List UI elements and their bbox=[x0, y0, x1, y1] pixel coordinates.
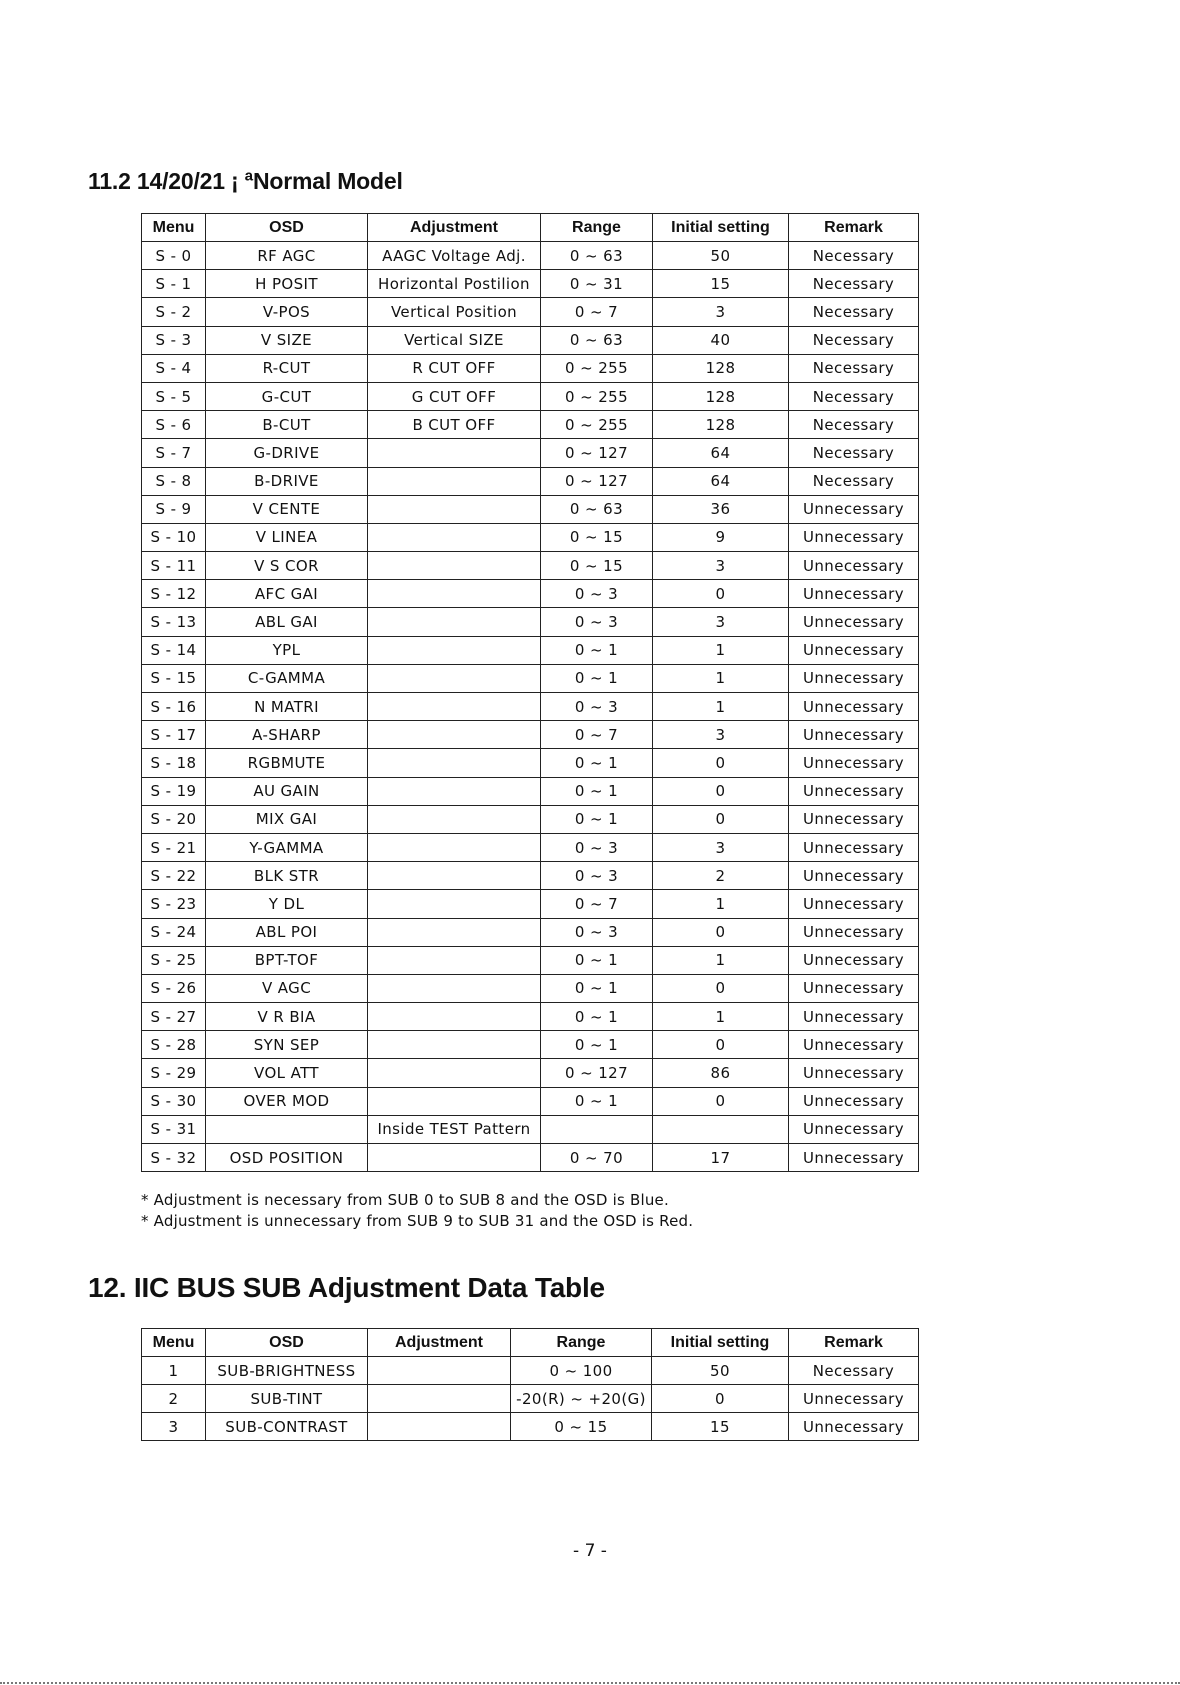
cell-menu: S - 5 bbox=[142, 382, 206, 410]
cell-range: 0 ~ 127 bbox=[541, 467, 653, 495]
cell-menu: S - 4 bbox=[142, 354, 206, 382]
cell-adjustment bbox=[368, 918, 541, 946]
table-row bbox=[142, 974, 919, 1002]
cell-adjustment bbox=[368, 777, 541, 805]
cell-range: 0 ~ 3 bbox=[541, 580, 653, 608]
cell-osd: SUB-BRIGHTNESS bbox=[206, 1357, 368, 1385]
table-row bbox=[142, 608, 919, 636]
cell-range: 0 ~ 100 bbox=[511, 1357, 652, 1385]
table-row bbox=[142, 580, 919, 608]
cell-menu: 2 bbox=[142, 1385, 206, 1413]
cell-remark: Unnecessary bbox=[789, 1059, 919, 1087]
cell-range: 0 ~ 1 bbox=[541, 805, 653, 833]
cell-osd: AU GAIN bbox=[206, 777, 368, 805]
cell-osd: C-GAMMA bbox=[206, 664, 368, 692]
table-row bbox=[142, 467, 919, 495]
cell-initial-setting: 3 bbox=[653, 833, 789, 861]
cell-remark: Unnecessary bbox=[789, 1115, 919, 1143]
cell-osd: V R BIA bbox=[206, 1003, 368, 1031]
cell-range: 0 ~ 1 bbox=[541, 946, 653, 974]
column-header-adjustment: Adjustment bbox=[368, 1329, 511, 1357]
cell-remark: Necessary bbox=[789, 242, 919, 270]
cell-initial-setting: 3 bbox=[653, 298, 789, 326]
cell-osd: V AGC bbox=[206, 974, 368, 1002]
cell-initial-setting: 17 bbox=[653, 1144, 789, 1172]
cell-initial-setting: 0 bbox=[653, 805, 789, 833]
table-row bbox=[142, 664, 919, 692]
table-row bbox=[142, 805, 919, 833]
cell-osd: AFC GAI bbox=[206, 580, 368, 608]
cell-remark: Unnecessary bbox=[789, 580, 919, 608]
cell-adjustment bbox=[368, 890, 541, 918]
footnote-unnecessary: * Adjustment is unnecessary from SUB 9 to SUB 31 and the OSD is Red. bbox=[141, 1212, 694, 1230]
cell-range: 0 ~ 3 bbox=[541, 608, 653, 636]
cell-range: 0 ~ 7 bbox=[541, 298, 653, 326]
cell-range: 0 ~ 255 bbox=[541, 354, 653, 382]
table-row bbox=[142, 1059, 919, 1087]
cell-adjustment bbox=[368, 1357, 511, 1385]
cell-range: 0 ~ 15 bbox=[541, 523, 653, 551]
cell-menu: S - 0 bbox=[142, 242, 206, 270]
section-heading-normal-model: 11.2 14/20/21 ¡ ªNormal Model bbox=[88, 168, 403, 194]
column-header-menu: Menu bbox=[142, 1329, 206, 1357]
cell-adjustment bbox=[368, 439, 541, 467]
cell-remark: Unnecessary bbox=[789, 1385, 919, 1413]
cell-adjustment bbox=[368, 1003, 541, 1031]
cell-initial-setting: 1 bbox=[653, 664, 789, 692]
cell-menu: S - 25 bbox=[142, 946, 206, 974]
cell-remark: Unnecessary bbox=[789, 805, 919, 833]
cell-remark: Unnecessary bbox=[789, 552, 919, 580]
cell-initial-setting: 3 bbox=[653, 721, 789, 749]
cell-osd: OSD POSITION bbox=[206, 1144, 368, 1172]
cell-osd: R-CUT bbox=[206, 354, 368, 382]
table-row bbox=[142, 693, 919, 721]
header-row bbox=[142, 1329, 919, 1357]
cell-osd: VOL ATT bbox=[206, 1059, 368, 1087]
cell-remark: Unnecessary bbox=[789, 523, 919, 551]
cell-menu: S - 24 bbox=[142, 918, 206, 946]
cell-initial-setting: 0 bbox=[653, 918, 789, 946]
table-row bbox=[142, 326, 919, 354]
cell-remark: Unnecessary bbox=[789, 890, 919, 918]
cell-osd: V SIZE bbox=[206, 326, 368, 354]
cell-remark: Necessary bbox=[789, 411, 919, 439]
cell-initial-setting: 0 bbox=[653, 974, 789, 1002]
cell-menu: S - 11 bbox=[142, 552, 206, 580]
iic-sub-table-header bbox=[142, 1329, 919, 1357]
cell-adjustment bbox=[368, 1413, 511, 1441]
table-row bbox=[142, 1144, 919, 1172]
cell-initial-setting: 36 bbox=[653, 495, 789, 523]
cell-adjustment: Horizontal Postilion bbox=[368, 270, 541, 298]
cell-initial-setting: 86 bbox=[653, 1059, 789, 1087]
table-row bbox=[142, 862, 919, 890]
cell-range: 0 ~ 15 bbox=[511, 1413, 652, 1441]
cell-remark: Necessary bbox=[789, 354, 919, 382]
header-row bbox=[142, 214, 919, 242]
cell-initial-setting: 128 bbox=[653, 411, 789, 439]
cell-osd: ABL GAI bbox=[206, 608, 368, 636]
cell-initial-setting: 1 bbox=[653, 693, 789, 721]
cell-initial-setting: 15 bbox=[653, 270, 789, 298]
cell-adjustment: Inside TEST Pattern bbox=[368, 1115, 541, 1143]
cell-initial-setting: 40 bbox=[653, 326, 789, 354]
cell-menu: 3 bbox=[142, 1413, 206, 1441]
cell-adjustment bbox=[368, 862, 541, 890]
cell-remark: Necessary bbox=[789, 298, 919, 326]
cell-menu: S - 1 bbox=[142, 270, 206, 298]
footnote-necessary: * Adjustment is necessary from SUB 0 to SUB 8 and the OSD is Blue. bbox=[141, 1191, 669, 1209]
cell-adjustment bbox=[368, 1031, 541, 1059]
column-header-initial-setting: Initial setting bbox=[653, 214, 789, 242]
cell-remark: Unnecessary bbox=[789, 693, 919, 721]
section-heading-iic-bus: 12. IIC BUS SUB Adjustment Data Table bbox=[88, 1272, 605, 1303]
table-row bbox=[142, 1115, 919, 1143]
table-row bbox=[142, 833, 919, 861]
cell-adjustment bbox=[368, 721, 541, 749]
cell-adjustment: Vertical Position bbox=[368, 298, 541, 326]
table-row bbox=[142, 354, 919, 382]
cell-initial-setting: 50 bbox=[653, 242, 789, 270]
cell-remark: Unnecessary bbox=[789, 1031, 919, 1059]
cell-adjustment: G CUT OFF bbox=[368, 382, 541, 410]
cell-range: 0 ~ 3 bbox=[541, 862, 653, 890]
cell-remark: Unnecessary bbox=[789, 664, 919, 692]
cell-osd: BLK STR bbox=[206, 862, 368, 890]
cell-osd: A-SHARP bbox=[206, 721, 368, 749]
cell-menu: S - 12 bbox=[142, 580, 206, 608]
cell-remark: Unnecessary bbox=[789, 946, 919, 974]
cell-initial-setting: 1 bbox=[653, 1003, 789, 1031]
table-row bbox=[142, 411, 919, 439]
cell-osd: SYN SEP bbox=[206, 1031, 368, 1059]
cell-initial-setting: 9 bbox=[653, 523, 789, 551]
cell-initial-setting: 64 bbox=[653, 439, 789, 467]
cell-menu: S - 29 bbox=[142, 1059, 206, 1087]
cell-remark: Necessary bbox=[789, 382, 919, 410]
cell-osd: OVER MOD bbox=[206, 1087, 368, 1115]
cell-menu: S - 18 bbox=[142, 749, 206, 777]
cell-initial-setting: 0 bbox=[653, 580, 789, 608]
cell-range: 0 ~ 1 bbox=[541, 777, 653, 805]
table-row bbox=[142, 636, 919, 664]
cell-menu: S - 26 bbox=[142, 974, 206, 1002]
cell-remark: Unnecessary bbox=[789, 636, 919, 664]
cell-menu: S - 16 bbox=[142, 693, 206, 721]
cell-adjustment bbox=[368, 974, 541, 1002]
cell-adjustment bbox=[368, 523, 541, 551]
table-row bbox=[142, 298, 919, 326]
column-header-range: Range bbox=[511, 1329, 652, 1357]
cell-osd: N MATRI bbox=[206, 693, 368, 721]
cell-remark: Unnecessary bbox=[789, 495, 919, 523]
page-number: - 7 - bbox=[573, 1541, 607, 1561]
cell-menu: S - 22 bbox=[142, 862, 206, 890]
table-row bbox=[142, 749, 919, 777]
cell-range: 0 ~ 1 bbox=[541, 664, 653, 692]
cell-remark: Unnecessary bbox=[789, 721, 919, 749]
cell-adjustment: Vertical SIZE bbox=[368, 326, 541, 354]
cell-initial-setting: 0 bbox=[653, 749, 789, 777]
table-row bbox=[142, 382, 919, 410]
adjustment-table-header bbox=[142, 214, 919, 242]
cell-adjustment bbox=[368, 608, 541, 636]
adjustment-table bbox=[141, 213, 919, 1172]
cell-osd: RF AGC bbox=[206, 242, 368, 270]
cell-remark: Unnecessary bbox=[789, 1003, 919, 1031]
table-row bbox=[142, 523, 919, 551]
cell-range: 0 ~ 255 bbox=[541, 411, 653, 439]
cell-adjustment bbox=[368, 636, 541, 664]
cell-osd: B-CUT bbox=[206, 411, 368, 439]
cell-initial-setting: 0 bbox=[653, 777, 789, 805]
footnotes bbox=[141, 1190, 693, 1232]
table-row bbox=[142, 242, 919, 270]
cell-remark: Unnecessary bbox=[789, 1087, 919, 1115]
cell-adjustment: R CUT OFF bbox=[368, 354, 541, 382]
cell-menu: S - 8 bbox=[142, 467, 206, 495]
cell-menu: S - 9 bbox=[142, 495, 206, 523]
cell-adjustment bbox=[368, 467, 541, 495]
cell-menu: S - 15 bbox=[142, 664, 206, 692]
cell-initial-setting bbox=[653, 1115, 789, 1143]
cell-range: 0 ~ 7 bbox=[541, 721, 653, 749]
cell-menu: S - 21 bbox=[142, 833, 206, 861]
cell-remark: Unnecessary bbox=[789, 1144, 919, 1172]
column-header-initial-setting: Initial setting bbox=[652, 1329, 789, 1357]
cell-menu: S - 31 bbox=[142, 1115, 206, 1143]
cell-adjustment bbox=[368, 805, 541, 833]
cell-remark: Unnecessary bbox=[789, 918, 919, 946]
table-row bbox=[142, 890, 919, 918]
cell-osd: Y-GAMMA bbox=[206, 833, 368, 861]
cell-osd: YPL bbox=[206, 636, 368, 664]
cell-menu: S - 14 bbox=[142, 636, 206, 664]
cell-initial-setting: 64 bbox=[653, 467, 789, 495]
cell-range: 0 ~ 127 bbox=[541, 1059, 653, 1087]
cell-initial-setting: 0 bbox=[652, 1385, 789, 1413]
cell-osd: V LINEA bbox=[206, 523, 368, 551]
cell-adjustment bbox=[368, 693, 541, 721]
cell-osd: ABL POI bbox=[206, 918, 368, 946]
cell-adjustment bbox=[368, 1385, 511, 1413]
table-row bbox=[142, 721, 919, 749]
cell-range: 0 ~ 1 bbox=[541, 1003, 653, 1031]
adjustment-table-body bbox=[142, 242, 919, 1172]
table-row bbox=[142, 439, 919, 467]
cell-range: 0 ~ 63 bbox=[541, 242, 653, 270]
cell-initial-setting: 128 bbox=[653, 354, 789, 382]
cell-adjustment bbox=[368, 749, 541, 777]
cell-osd: BPT-TOF bbox=[206, 946, 368, 974]
cell-initial-setting: 3 bbox=[653, 552, 789, 580]
cell-adjustment bbox=[368, 833, 541, 861]
iic-sub-table-body bbox=[142, 1357, 919, 1441]
cell-remark: Necessary bbox=[789, 439, 919, 467]
column-header-remark: Remark bbox=[789, 1329, 919, 1357]
cell-menu: 1 bbox=[142, 1357, 206, 1385]
cell-menu: S - 13 bbox=[142, 608, 206, 636]
column-header-menu: Menu bbox=[142, 214, 206, 242]
cell-osd: Y DL bbox=[206, 890, 368, 918]
table-row bbox=[142, 1003, 919, 1031]
cell-range: 0 ~ 127 bbox=[541, 439, 653, 467]
column-header-osd: OSD bbox=[206, 1329, 368, 1357]
cell-range: 0 ~ 70 bbox=[541, 1144, 653, 1172]
cell-initial-setting: 1 bbox=[653, 946, 789, 974]
cell-adjustment bbox=[368, 1087, 541, 1115]
cell-remark: Necessary bbox=[789, 467, 919, 495]
bottom-divider bbox=[0, 1682, 1180, 1684]
cell-osd: V S COR bbox=[206, 552, 368, 580]
table-row bbox=[142, 495, 919, 523]
cell-range: -20(R) ~ +20(G) bbox=[511, 1385, 652, 1413]
cell-initial-setting: 2 bbox=[653, 862, 789, 890]
cell-menu: S - 3 bbox=[142, 326, 206, 354]
column-header-adjustment: Adjustment bbox=[368, 214, 541, 242]
cell-initial-setting: 15 bbox=[652, 1413, 789, 1441]
cell-initial-setting: 0 bbox=[653, 1031, 789, 1059]
cell-range: 0 ~ 3 bbox=[541, 918, 653, 946]
cell-remark: Necessary bbox=[789, 270, 919, 298]
cell-range: 0 ~ 31 bbox=[541, 270, 653, 298]
cell-osd: SUB-CONTRAST bbox=[206, 1413, 368, 1441]
cell-range: 0 ~ 1 bbox=[541, 1031, 653, 1059]
cell-menu: S - 7 bbox=[142, 439, 206, 467]
cell-osd: RGBMUTE bbox=[206, 749, 368, 777]
cell-initial-setting: 128 bbox=[653, 382, 789, 410]
cell-menu: S - 2 bbox=[142, 298, 206, 326]
table-row bbox=[142, 1413, 919, 1441]
cell-remark: Unnecessary bbox=[789, 749, 919, 777]
cell-remark: Unnecessary bbox=[789, 833, 919, 861]
cell-menu: S - 10 bbox=[142, 523, 206, 551]
cell-menu: S - 17 bbox=[142, 721, 206, 749]
cell-osd: MIX GAI bbox=[206, 805, 368, 833]
table-row bbox=[142, 946, 919, 974]
cell-initial-setting: 1 bbox=[653, 636, 789, 664]
cell-remark: Unnecessary bbox=[789, 974, 919, 1002]
cell-menu: S - 6 bbox=[142, 411, 206, 439]
cell-adjustment bbox=[368, 552, 541, 580]
table-row bbox=[142, 1357, 919, 1385]
iic-sub-table bbox=[141, 1328, 919, 1441]
cell-osd: B-DRIVE bbox=[206, 467, 368, 495]
cell-menu: S - 27 bbox=[142, 1003, 206, 1031]
table-row bbox=[142, 270, 919, 298]
cell-adjustment bbox=[368, 1059, 541, 1087]
cell-initial-setting: 3 bbox=[653, 608, 789, 636]
table-row bbox=[142, 777, 919, 805]
cell-menu: S - 28 bbox=[142, 1031, 206, 1059]
table-row bbox=[142, 1385, 919, 1413]
cell-range: 0 ~ 7 bbox=[541, 890, 653, 918]
cell-adjustment: B CUT OFF bbox=[368, 411, 541, 439]
cell-osd: V CENTE bbox=[206, 495, 368, 523]
cell-adjustment bbox=[368, 946, 541, 974]
column-header-range: Range bbox=[541, 214, 653, 242]
cell-range: 0 ~ 1 bbox=[541, 1087, 653, 1115]
cell-range: 0 ~ 1 bbox=[541, 974, 653, 1002]
cell-range: 0 ~ 3 bbox=[541, 693, 653, 721]
cell-menu: S - 20 bbox=[142, 805, 206, 833]
column-header-osd: OSD bbox=[206, 214, 368, 242]
cell-adjustment bbox=[368, 664, 541, 692]
cell-remark: Unnecessary bbox=[789, 608, 919, 636]
cell-osd bbox=[206, 1115, 368, 1143]
cell-range: 0 ~ 1 bbox=[541, 749, 653, 777]
cell-menu: S - 19 bbox=[142, 777, 206, 805]
cell-remark: Necessary bbox=[789, 326, 919, 354]
table-row bbox=[142, 1087, 919, 1115]
cell-range: 0 ~ 63 bbox=[541, 495, 653, 523]
table-row bbox=[142, 1031, 919, 1059]
cell-osd: H POSIT bbox=[206, 270, 368, 298]
cell-remark: Necessary bbox=[789, 1357, 919, 1385]
cell-range bbox=[541, 1115, 653, 1143]
cell-initial-setting: 1 bbox=[653, 890, 789, 918]
cell-range: 0 ~ 15 bbox=[541, 552, 653, 580]
table-row bbox=[142, 552, 919, 580]
cell-osd: V-POS bbox=[206, 298, 368, 326]
cell-remark: Unnecessary bbox=[789, 777, 919, 805]
cell-initial-setting: 0 bbox=[653, 1087, 789, 1115]
cell-osd: G-DRIVE bbox=[206, 439, 368, 467]
cell-adjustment bbox=[368, 495, 541, 523]
table-row bbox=[142, 918, 919, 946]
cell-adjustment bbox=[368, 580, 541, 608]
cell-remark: Unnecessary bbox=[789, 1413, 919, 1441]
cell-menu: S - 23 bbox=[142, 890, 206, 918]
cell-range: 0 ~ 1 bbox=[541, 636, 653, 664]
cell-menu: S - 32 bbox=[142, 1144, 206, 1172]
cell-menu: S - 30 bbox=[142, 1087, 206, 1115]
cell-range: 0 ~ 63 bbox=[541, 326, 653, 354]
cell-range: 0 ~ 255 bbox=[541, 382, 653, 410]
cell-osd: SUB-TINT bbox=[206, 1385, 368, 1413]
cell-adjustment: AAGC Voltage Adj. bbox=[368, 242, 541, 270]
column-header-remark: Remark bbox=[789, 214, 919, 242]
cell-remark: Unnecessary bbox=[789, 862, 919, 890]
cell-initial-setting: 50 bbox=[652, 1357, 789, 1385]
cell-range: 0 ~ 3 bbox=[541, 833, 653, 861]
cell-osd: G-CUT bbox=[206, 382, 368, 410]
cell-adjustment bbox=[368, 1144, 541, 1172]
